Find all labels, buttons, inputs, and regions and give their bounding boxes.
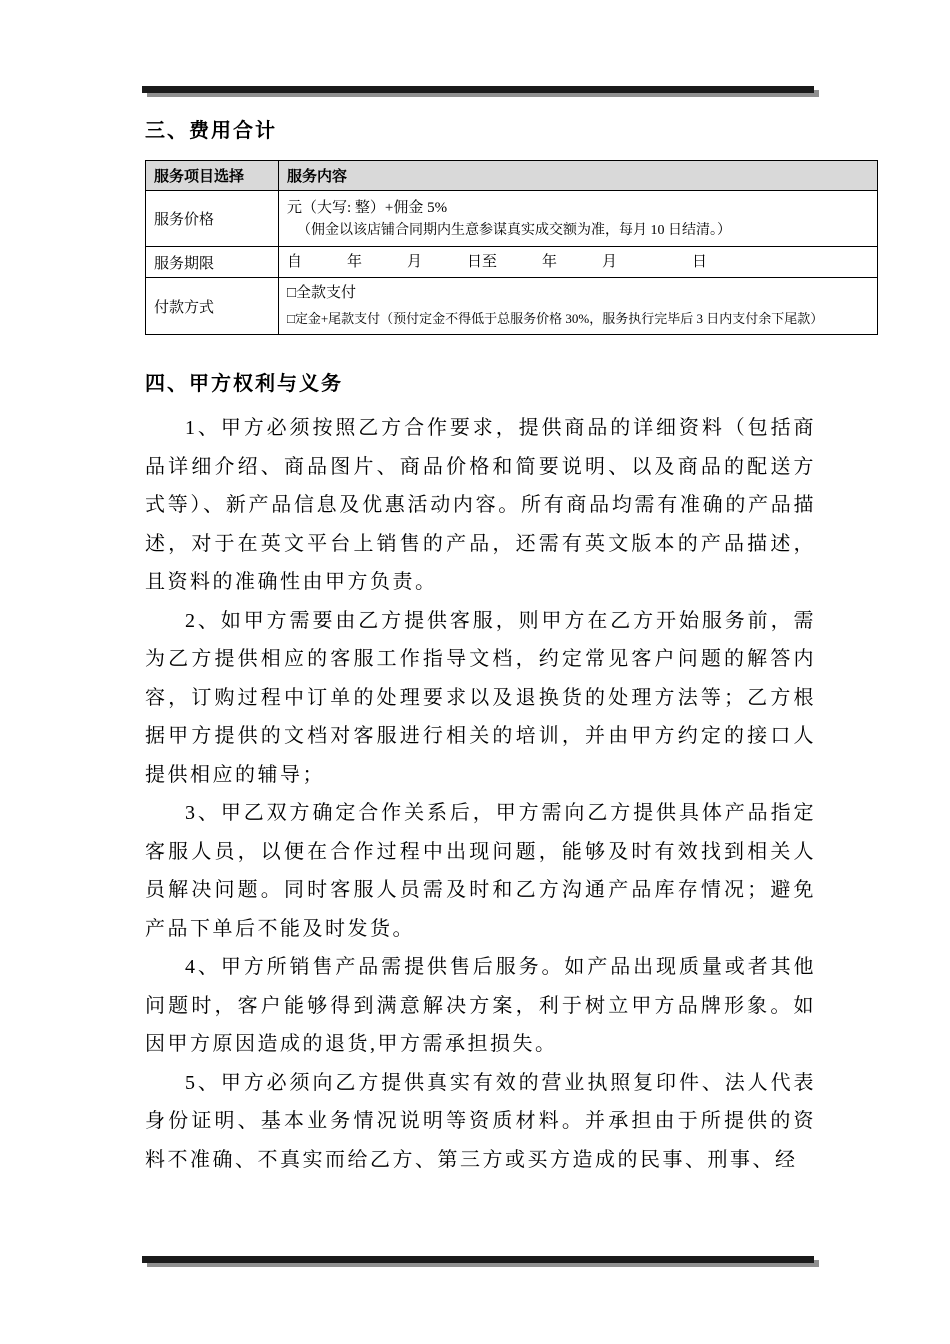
column-header-service-content: 服务内容 xyxy=(279,161,878,191)
row-label-service-term: 服务期限 xyxy=(146,247,279,278)
clause-paragraph-3: 3、甲乙双方确定合作关系后，甲方需向乙方提供具体产品指定客服人员，以便在合作过程中出现问题，能够及时有效找到相关人员解决问题。同时客服人员需及时和乙方沟通产品库存情况；避免产品下单后不能及时发货。 xyxy=(145,802,816,940)
table-row xyxy=(146,247,878,278)
payment-option-deposit-checkbox: □定金+尾款支付（预付定金不得低于总服务价格 30%，服务执行完毕后 3 日内支付余下尾款） xyxy=(287,311,824,326)
clause-paragraph-2: 2、如甲方需要由乙方提供客服，则甲方在乙方开始服务前，需为乙方提供相应的客服工作指导文档，约定常见客户问题的解答内容，订购过程中订单的处理要求以及退换货的处理方法等；乙方根据甲方提供的文档对客服进行相关的培训，并由甲方约定的接口人提供相应的辅导； xyxy=(145,609,816,786)
section3-title: 三、费用合计 xyxy=(145,120,277,142)
table-row xyxy=(146,191,878,247)
section4-body xyxy=(145,409,878,1179)
service-term-cell xyxy=(279,247,878,278)
section4-title: 四、甲方权利与义务 xyxy=(145,373,343,395)
column-header-service-item: 服务项目选择 xyxy=(146,161,279,191)
service-price-cell xyxy=(279,191,878,247)
clause-paragraph-1: 1、甲方必须按照乙方合作要求，提供商品的详细资料（包括商品详细介绍、商品图片、商品价格和简要说明、以及商品的配送方式等）、新产品信息及优惠活动内容。所有商品均需有准确的产品描述，对于在英文平台上销售的产品，还需有英文版本的产品描述，且资料的准确性由甲方负责。 xyxy=(145,417,816,593)
table-row xyxy=(146,278,878,335)
page-top-border xyxy=(142,86,814,93)
page-bottom-border xyxy=(142,1256,814,1263)
fee-summary-table xyxy=(145,160,878,335)
service-term-dates-text: 自 年 月 日至 年 月 日 xyxy=(287,254,708,270)
document-content xyxy=(145,118,878,1179)
row-label-service-price: 服务价格 xyxy=(146,191,279,247)
clause-paragraph-4: 4、甲方所销售产品需提供售后服务。如产品出现质量或者其他问题时，客户能够得到满意解决方案，利于树立甲方品牌形象。如因甲方原因造成的退货,甲方需承担损失。 xyxy=(145,956,816,1055)
row-label-payment-method: 付款方式 xyxy=(146,278,279,335)
price-value-text: 元（大写: 整）+佣金 5% xyxy=(287,199,448,216)
payment-option-full-checkbox: □全款支付 xyxy=(287,285,357,301)
clause-paragraph-5: 5、甲方必须向乙方提供真实有效的营业执照复印件、法人代表身份证明、基本业务情况说明等资质材料。并承担由于所提供的资料不准确、不真实而给乙方、第三方或买方造成的民事、刑事、经 xyxy=(145,1071,816,1171)
commission-note-text: （佣金以该店铺合同期内生意参谋真实成交额为准，每月 10 日结清。） xyxy=(297,222,731,238)
payment-method-cell xyxy=(279,278,878,335)
table-header-row xyxy=(146,161,878,191)
